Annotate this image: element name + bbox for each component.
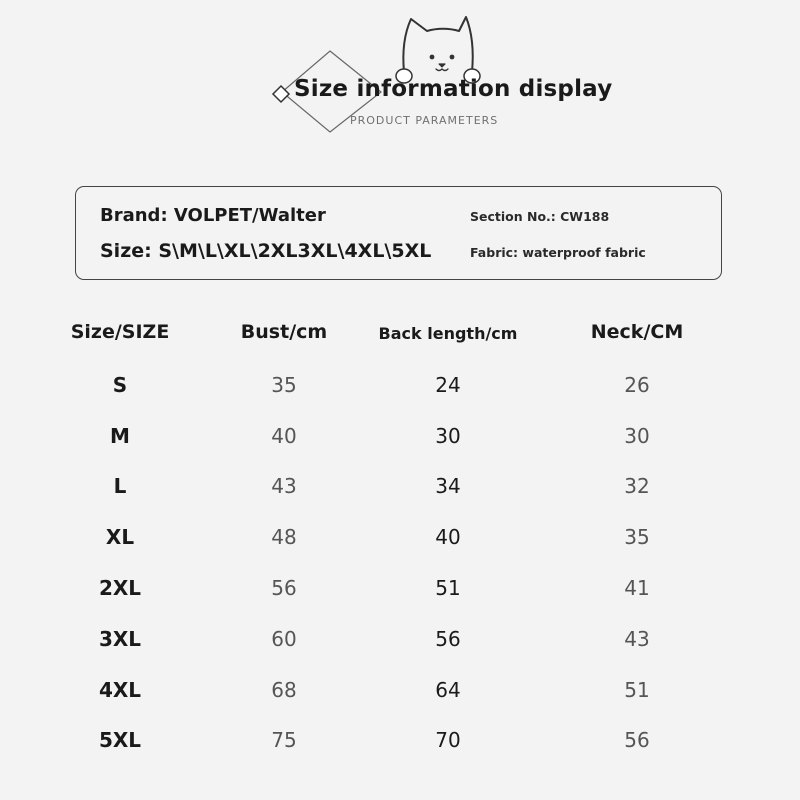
size-cell: M bbox=[110, 423, 130, 448]
column-header-back-length: Back length/cm bbox=[378, 324, 518, 343]
column-header-size: Size/SIZE bbox=[70, 321, 170, 343]
brand-text: Brand: VOLPET/Walter bbox=[100, 205, 326, 226]
back-length-cell: 64 bbox=[435, 677, 461, 702]
bust-cell: 48 bbox=[271, 525, 297, 550]
neck-cell: 51 bbox=[624, 677, 650, 702]
table-header-row bbox=[0, 310, 800, 361]
table-row bbox=[0, 513, 800, 564]
bust-cell: 35 bbox=[271, 372, 297, 397]
size-cell: 3XL bbox=[98, 626, 142, 651]
bust-cell: 40 bbox=[271, 423, 297, 448]
bust-cell: 60 bbox=[271, 626, 297, 651]
size-cell: L bbox=[113, 474, 127, 499]
neck-cell: 30 bbox=[624, 423, 650, 448]
table-row bbox=[0, 361, 800, 412]
column-header-neck: Neck/CM bbox=[590, 321, 684, 343]
table-row bbox=[0, 615, 800, 666]
product-info-box bbox=[75, 186, 722, 280]
bust-cell: 56 bbox=[271, 575, 297, 600]
table-row bbox=[0, 564, 800, 615]
cat-icon bbox=[403, 17, 472, 72]
column-header-bust: Bust/cm bbox=[240, 321, 328, 343]
size-list-text: Size: S\M\L\XL\2XL3XL\4XL\5XL bbox=[100, 240, 432, 262]
back-length-cell: 24 bbox=[435, 372, 461, 397]
back-length-cell: 70 bbox=[435, 728, 461, 753]
neck-cell: 56 bbox=[624, 728, 650, 753]
table-row bbox=[0, 412, 800, 463]
back-length-cell: 56 bbox=[435, 626, 461, 651]
table-row bbox=[0, 666, 800, 717]
section-number-text: Section No.: CW188 bbox=[470, 209, 610, 224]
table-row bbox=[0, 462, 800, 513]
size-cell: XL bbox=[105, 525, 135, 550]
bust-cell: 43 bbox=[271, 474, 297, 499]
size-cell: S bbox=[112, 372, 128, 397]
table-row bbox=[0, 716, 800, 767]
neck-cell: 32 bbox=[624, 474, 650, 499]
bust-cell: 68 bbox=[271, 677, 297, 702]
back-length-cell: 51 bbox=[435, 575, 461, 600]
page-title: Size information display bbox=[294, 76, 613, 102]
size-table bbox=[0, 310, 800, 767]
neck-cell: 43 bbox=[624, 626, 650, 651]
neck-cell: 26 bbox=[624, 372, 650, 397]
back-length-cell: 40 bbox=[435, 525, 461, 550]
neck-cell: 35 bbox=[624, 525, 650, 550]
size-cell: 4XL bbox=[98, 677, 142, 702]
back-length-cell: 30 bbox=[435, 423, 461, 448]
neck-cell: 41 bbox=[624, 575, 650, 600]
back-length-cell: 34 bbox=[435, 474, 461, 499]
size-cell: 5XL bbox=[98, 728, 142, 753]
fabric-text: Fabric: waterproof fabric bbox=[470, 245, 646, 260]
page-subtitle: PRODUCT PARAMETERS bbox=[350, 114, 499, 127]
size-cell: 2XL bbox=[98, 575, 142, 600]
page-header bbox=[0, 0, 800, 160]
bust-cell: 75 bbox=[271, 728, 297, 753]
